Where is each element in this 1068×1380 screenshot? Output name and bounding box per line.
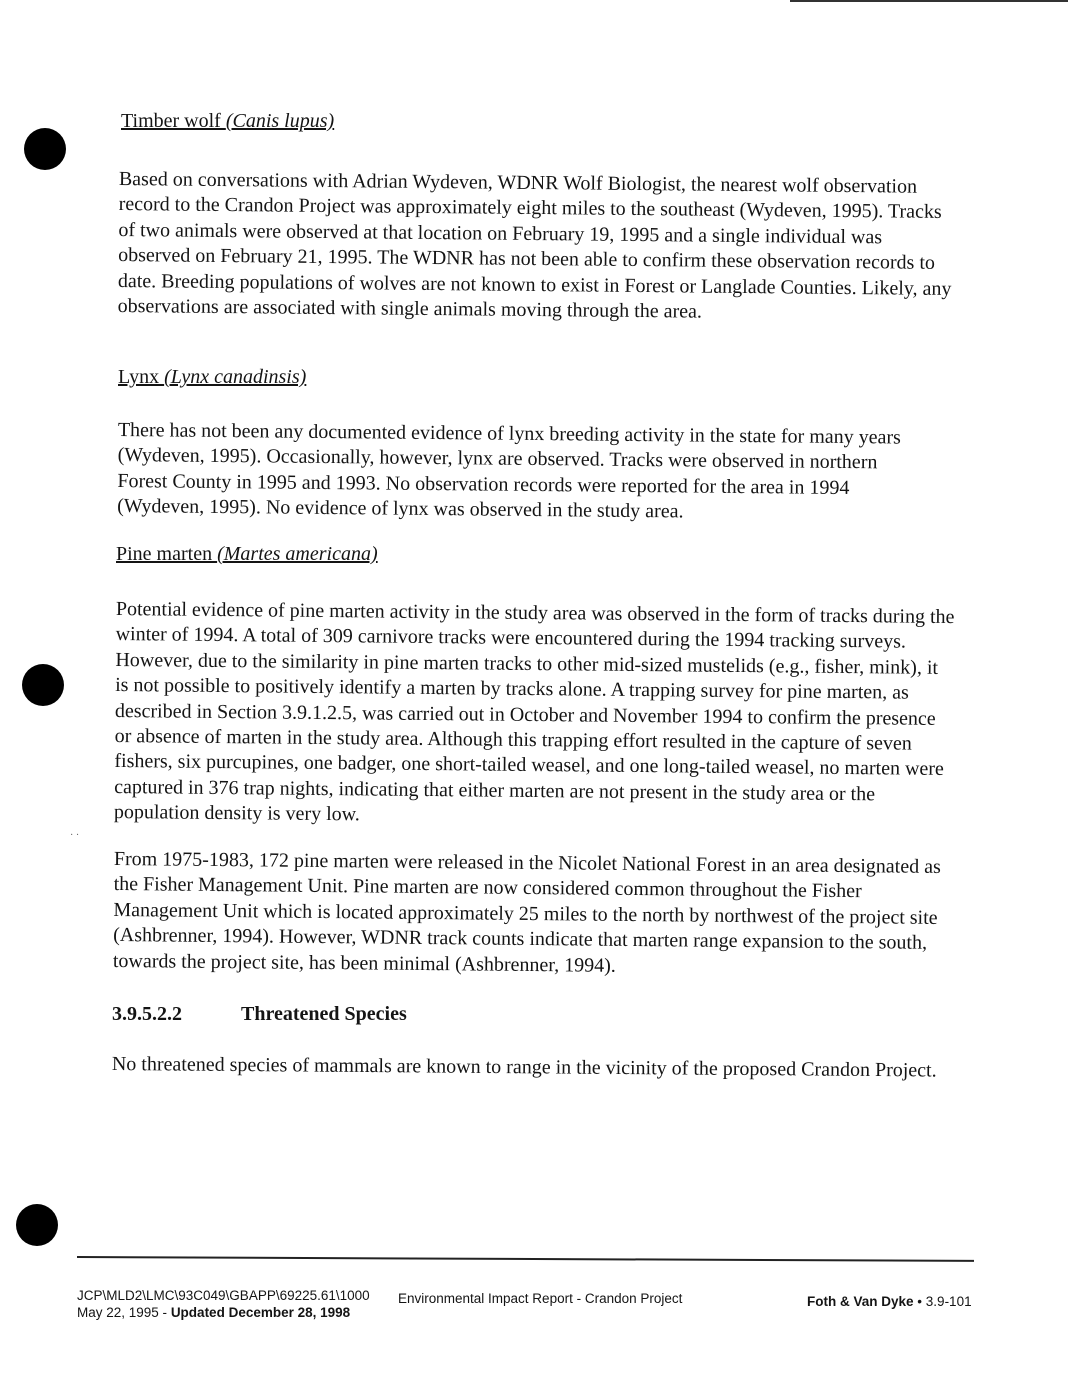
scan-speck: · · (70, 830, 80, 841)
lynx-paragraph: There has not been any documented evidence of lynx breeding activity in the state for many years (Wydeven, 1995). Occasionally, however, lynx are observed. Tracks were observed in northern Forest County in 1995 and 1993. No observation records were reported for the area in 1994 (Wydeven, 1995). No evidence of lynx was observed in the study area. (117, 418, 902, 523)
footer-updated-date: Updated December 28, 1998 (170, 1305, 351, 1320)
timber-wolf-scientific-name: (Canis lupus) (225, 110, 335, 132)
footer-file-path: JCP\MLD2\LMC\93C049\GBAPP\69225.61\1000 (77, 1288, 370, 1303)
lynx-heading (118, 366, 306, 389)
footer-original-date: May 22, 1995 - (77, 1305, 171, 1320)
footer-bullet: • (917, 1294, 923, 1309)
footer-page-number: 3.9-101 (925, 1294, 972, 1309)
pine-marten-scientific-name: (Martes americana) (217, 543, 378, 565)
lynx-scientific-name: (Lynx canadinsis) (164, 366, 307, 388)
pine-marten-paragraph-2: From 1975-1983, 172 pine marten were released in the Nicolet National Forest in an area designated as the Fisher Management Unit. Pine marten are now considered common throughout the Fisher Management Unit which is located approximately 25 miles to the north by northwest of the project site (Ashbrenner, 1994). However, WDNR track counts indicate that marten range expansion to the south, towards the project site, has been minimal (Ashbrenner, 1994). (112, 847, 941, 977)
timber-wolf-heading (121, 110, 334, 133)
timber-wolf-common-name: Timber wolf (121, 110, 226, 132)
pine-marten-common-name: Pine marten (116, 543, 218, 565)
footer-company-page (807, 1294, 972, 1309)
footer-report-title: Environmental Impact Report - Crandon Project (398, 1291, 683, 1306)
lynx-common-name: Lynx (118, 366, 165, 388)
footer-company: Foth & Van Dyke (807, 1294, 914, 1309)
pine-marten-paragraph-1: Potential evidence of pine marten activity in the study area was observed in the form of tracks during the winter of 1994. A total of 309 carnivore tracks were encountered during the 1994 tracking surveys. However, due to the similarity in pine marten tracks to other mid-sized mustelids (e.g., fisher, mink), it is not possible to positively identify a marten by tracks alone. A trapping survey for pine marten, as described in Section 3.9.1.2.5, was carried out in October and November 1994 to confirm the presence or absence of marten in the study area. Although this trapping effort resulted in the capture of seven fishers, six purcupines, one badger, one short-tailed weasel, and one long-tailed weasel, no marten were captured in 376 trap nights, indicating that either marten are not present in the study area or the population density is very low. (113, 597, 955, 826)
section-title: Threatened Species (241, 1003, 407, 1025)
punch-hole-top (24, 128, 66, 170)
section-number: 3.9.5.2.2 (112, 1003, 182, 1025)
threatened-species-paragraph: No threatened species of mammals are known to range in the vicinity of the proposed Crandon Project. (111, 1053, 937, 1082)
punch-hole-middle (22, 664, 64, 706)
top-edge-rule (790, 0, 1068, 2)
pine-marten-heading (116, 543, 378, 566)
footer-rule (77, 1256, 974, 1262)
timber-wolf-paragraph: Based on conversations with Adrian Wydeven, WDNR Wolf Biologist, the nearest wolf observation record to the Crandon Project was approximately eight miles to the southeast (Wydeven, 1995). Tracks of two animals were observed at that location on February 19, 1995 and a single individual was observed on February 21, 1995. The WDNR has not been able to confirm these observation records to date. Breeding populations of wolves are not known to exist in Forest or Langlade Counties. Likely, any observations are associated with single animals moving through the area. (117, 167, 952, 323)
punch-hole-bottom (16, 1204, 58, 1246)
footer-date (77, 1305, 350, 1320)
